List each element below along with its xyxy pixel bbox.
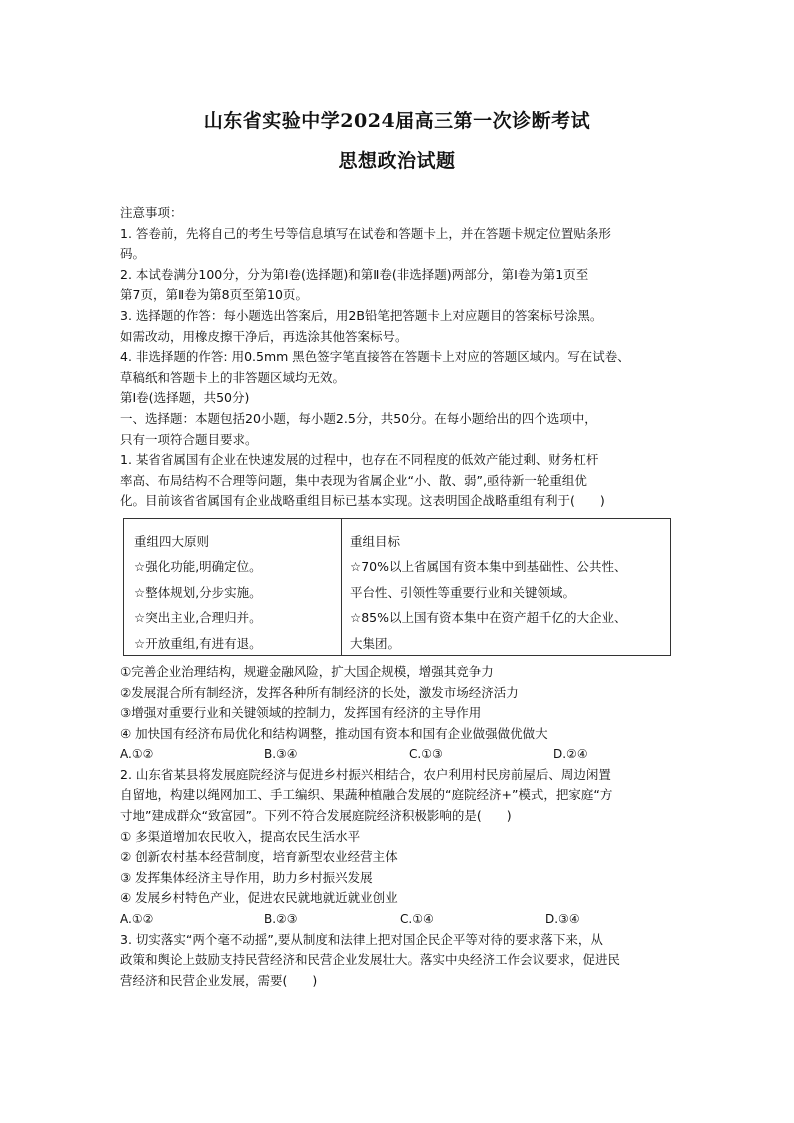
choice-c: C.①③: [409, 747, 443, 762]
note-line: 2. 本试卷满分100分，分为第Ⅰ卷(选择题)和第Ⅱ卷(非选择题)两部分，第Ⅰ卷为第1页至: [120, 266, 589, 282]
question-3-text: 政策和舆论上鼓励支持民营经济和民营企业发展壮大。落实中央经济工作会议要求，促进民: [120, 952, 621, 968]
question-3-text: 3. 切实落实“两个毫不动摇”,要从制度和法律上把对国企民企平等对待的要求落下来，从: [120, 931, 603, 947]
q1-statement: ③增强对重要行业和关键领域的控制力，发挥国有经济的主导作用: [120, 705, 482, 721]
principle-item: ☆强化功能,明确定位。: [134, 559, 262, 575]
q2-statement: ① 多渠道增加农民收入，提高农民生活水平: [120, 828, 361, 844]
question-3-text: 营经济和民营企业发展，需要( ): [120, 972, 318, 988]
note-line: 草稿纸和答题卡上的非答题区域均无效。: [120, 369, 346, 385]
choice-d: D.②④: [553, 747, 588, 762]
section-intro: 只有一项符合题目要求。: [120, 431, 258, 447]
choice-a: A.①②: [120, 747, 154, 762]
q2-statement: ③ 发挥集体经济主导作用，助力乡村振兴发展: [120, 869, 373, 885]
goal-item: ☆85%以上国有资本集中在资产超千亿的大企业、: [350, 610, 627, 626]
note-line: 第7页，第Ⅱ卷为第8页至第10页。: [120, 287, 308, 303]
question-2-text: 自留地，构建以绳网加工、手工编织、果蔬种植融合发展的“庭院经济+”模式，把家庭“方: [120, 787, 613, 803]
question-1-text: 率高、布局结构不合理等问题，集中表现为省属企业“小、散、弱”,亟待新一轮重组优: [120, 472, 587, 488]
choice-c: C.①④: [400, 912, 434, 927]
reorganization-table: [123, 518, 671, 656]
table-divider: [341, 519, 342, 655]
note-line: 3. 选择题的作答：每小题选出答案后，用2B铅笔把答题卡上对应题目的答案标号涂黑。: [120, 307, 603, 323]
question-2-text: 寸地”建成群众“致富园”。下列不符合发展庭院经济积极影响的是( ): [120, 808, 512, 824]
exam-subtitle: 思想政治试题: [338, 150, 456, 172]
q1-statement: ②发展混合所有制经济，发挥各种所有制经济的长处，激发市场经济活力: [120, 684, 519, 700]
principle-item: ☆开放重组,有进有退。: [134, 635, 262, 651]
goal-item: 平台性、引领性等重要行业和关键领域。: [350, 584, 576, 600]
note-line: 码。: [120, 246, 146, 262]
question-2-text: 2. 山东省某县将发展庭院经济与促进乡村振兴相结合，农户利用村民房前屋后、周边闲置: [120, 766, 611, 782]
q2-statement: ④ 发展乡村特色产业，促进农民就地就近就业创业: [120, 890, 398, 906]
principles-column: [134, 529, 334, 657]
principle-item: ☆突出主业,合理归并。: [134, 610, 262, 626]
volume-heading: 第Ⅰ卷(选择题，共50分): [120, 390, 250, 406]
principles-header: 重组四大原则: [134, 533, 210, 549]
exam-content: [120, 203, 680, 991]
principle-item: ☆整体规划,分步实施。: [134, 584, 262, 600]
q2-choices: [120, 909, 680, 930]
goal-item: 大集团。: [350, 635, 401, 651]
choice-b: B.②③: [264, 912, 298, 927]
choice-b: B.③④: [264, 747, 298, 762]
q1-statement: ①完善企业治理结构，规避金融风险，扩大国企规模，增强其竞争力: [120, 663, 494, 679]
goals-column: [350, 529, 660, 657]
q2-statement: ② 创新农村基本经营制度，培育新型农业经营主体: [120, 849, 398, 865]
notes-heading: 注意事项：: [120, 205, 183, 220]
choice-a: A.①②: [120, 912, 154, 927]
q1-choices: [120, 744, 680, 765]
goals-header: 重组目标: [350, 533, 401, 549]
question-1-text: 化。目前该省省属国有企业战略重组目标已基本实现。这表明国企战略重组有利于( ): [120, 493, 605, 509]
question-1-text: 1. 某省省属国有企业在快速发展的过程中，也存在不同程度的低效产能过剩、财务杠杆: [120, 452, 599, 468]
section-intro: 一、选择题：本题包括20小题，每小题2.5分，共50分。在每小题给出的四个选项中，: [120, 410, 597, 426]
choice-d: D.③④: [545, 912, 580, 927]
note-line: 4. 非选择题的作答: 用0.5mm 黑色签字笔直接答在答题卡上对应的答题区域内。写在试卷、: [120, 349, 630, 365]
exam-title: 山东省实验中学2024届高三第一次诊断考试: [203, 110, 591, 132]
note-line: 如需改动，用橡皮擦干净后，再选涂其他答案标号。: [120, 328, 408, 344]
goal-item: ☆70%以上省属国有资本集中到基础性、公共性、: [350, 559, 627, 575]
note-line: 1. 答卷前，先将自己的考生号等信息填写在试卷和答题卡上，并在答题卡规定位置贴条形: [120, 225, 611, 241]
q1-statement: ④ 加快国有经济布局优化和结构调整，推动国有资本和国有企业做强做优做大: [120, 725, 548, 741]
